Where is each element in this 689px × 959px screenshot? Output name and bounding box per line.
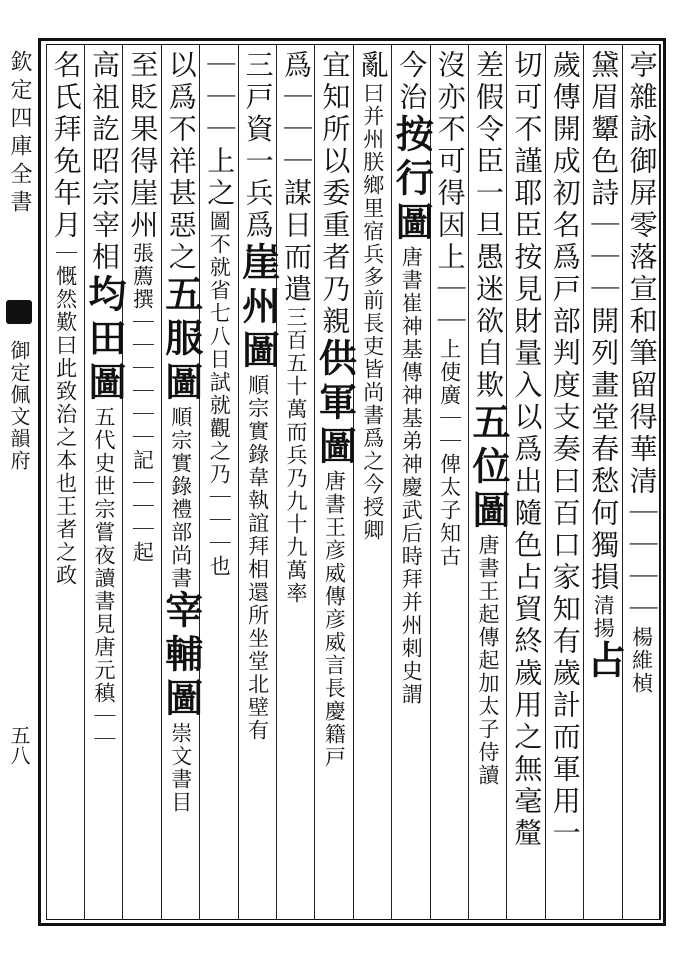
main-text: 名氏拜免年月 [49, 50, 83, 242]
annotation-text: 清揚 [591, 594, 616, 640]
text-column [47, 50, 85, 587]
main-text: 歲傳開成初名爲戸部判度支奏曰百口家知有歲計而軍用一 [548, 50, 582, 850]
annotation-text: 圖不就省七八日試就觀之乃｜｜｜也 [207, 210, 232, 578]
text-column [354, 50, 392, 542]
main-text: 至貶果得崖州 [126, 50, 160, 242]
page-number: 五八 [7, 725, 31, 765]
heading-entry: 宰輔圖 [158, 590, 204, 722]
annotation-text: 五代史世宗嘗夜讀書見唐元稹｜｜ [92, 406, 116, 751]
main-text: ｜｜｜上之 [203, 50, 237, 210]
annotation-text: 唐書王彦威傳彦威言長慶籍戸 [322, 470, 347, 769]
heading-entry: 均田圖 [82, 274, 127, 406]
text-column [200, 50, 238, 578]
margin-section-title: 御定佩文韻府 [7, 340, 31, 472]
annotation-text: 曰并州朕鄉里宿兵多前長吏皆尚書爲之今授卿 [360, 82, 385, 542]
heading-entry: 崖州圖 [235, 242, 281, 374]
text-column [507, 50, 545, 850]
text-column [431, 50, 469, 568]
annotation-text: 楊維楨 [629, 626, 654, 695]
main-text: 亭雜詠御屏零落宣和筆留得華清｜｜｜｜ [625, 50, 659, 626]
main-text: 宜知所以委重者乃親 [318, 50, 352, 338]
annotation-text: 順宗實錄禮部尚書 [168, 406, 193, 590]
annotation-text: 上使廣｜｜俾太子知古 [437, 338, 462, 568]
annotation-text: 三百五十萬而兵乃九十九萬率 [284, 306, 308, 605]
main-text: 今治 [395, 50, 429, 114]
heading-entry: 按行圖 [389, 114, 435, 246]
annotation-text: 唐書崔神基傳神基弟神慶武后時拜并州刺史謂 [399, 246, 424, 706]
annotation-text: ｜｜｜起 [130, 472, 155, 564]
annotation-text: 崇文書目 [168, 722, 193, 814]
text-column [623, 50, 661, 695]
main-text: 爲｜｜｜謀日而遣 [280, 50, 313, 306]
heading-entry: 五服圖 [158, 274, 204, 406]
text-column [312, 50, 358, 769]
heading-entry: 占 [581, 640, 627, 684]
text-column [389, 50, 435, 706]
main-text: 亂 [356, 50, 390, 82]
main-text: 沒亦不可得因上｜｜ [433, 50, 467, 338]
annotation-text: 張薦撰｜｜｜｜｜｜記 [130, 242, 155, 472]
annotation-text: 唐書王起傳起加太子侍讀 [476, 534, 500, 787]
text-column [82, 50, 127, 751]
main-text: 黛眉顰色詩｜｜｜開列畫堂春愁何獨損 [587, 50, 621, 594]
fishtail-mark [6, 300, 32, 324]
text-column [158, 50, 204, 814]
text-column [123, 50, 161, 564]
annotation-text: ｜慨然歎曰此致治之本也王者之政 [53, 242, 78, 587]
heading-entry: 五位圖 [466, 402, 511, 534]
text-column [277, 50, 315, 605]
text-column [581, 50, 627, 684]
text-column [546, 50, 584, 850]
main-text: 切可不謹耶臣按見財量入以爲出隨色占貿終歲用之無毫釐 [510, 50, 544, 850]
heading-entry: 供軍圖 [312, 338, 358, 470]
main-text: 以爲不祥甚惡之 [164, 50, 198, 274]
main-text: 差假令臣一旦愚迷欲自欺 [472, 50, 505, 402]
annotation-text: 順宗實錄韋執誼拜相還所坐堂北壁有 [245, 374, 270, 742]
text-column [466, 50, 511, 787]
margin-book-title: 欽定四庫全書 [7, 50, 32, 218]
main-text: 高祖訖昭宗宰相 [88, 50, 121, 274]
text-column [235, 50, 281, 742]
main-text: 三戸資一兵爲 [241, 50, 275, 242]
